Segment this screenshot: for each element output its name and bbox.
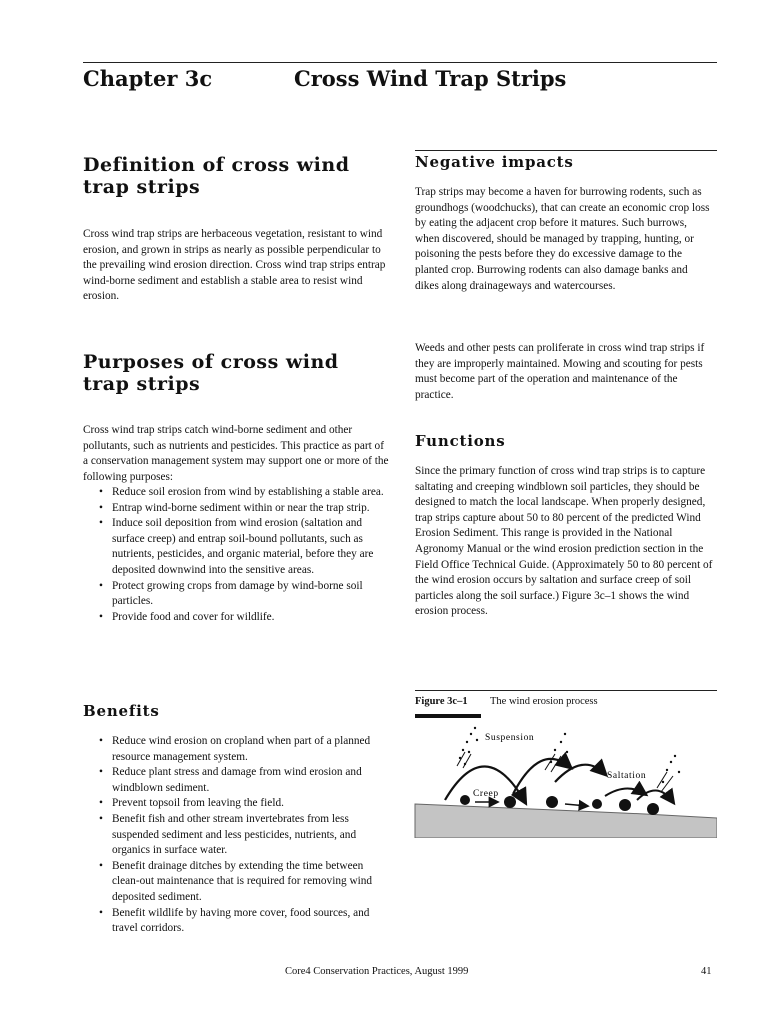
chapter-title: Cross Wind Trap Strips [294,66,567,91]
purposes-heading: Purposes of cross wind trap strips [83,351,339,395]
soil-particle [504,796,516,808]
right-column-rule [415,150,717,151]
list-item: • Prevent topsoil from leaving the field. [83,796,389,812]
soil-particle [592,799,602,809]
figure-accent-bar [415,714,481,718]
list-item: • Induce soil deposition from wind erosion (saltation and surface creep) and entrap soil-bound pollutants, such as nutrients, pesticides, and organic material, before they are deposited downwind into the sensitive areas. [83,516,389,578]
soil-particle [546,796,558,808]
page-number: 41 [701,966,712,977]
creep-label: Creep [473,789,499,799]
soil-particle [647,803,659,815]
benefits-heading: Benefits [83,702,160,720]
list-item: • Provide food and cover for wildlife. [83,610,389,626]
suspension-label: Suspension [485,733,535,743]
figure-rule [415,690,717,691]
saltation-label: Saltation [607,771,647,781]
list-item: • Benefit wildlife by having more cover, food sources, and travel corridors. [83,906,389,937]
functions-paragraph: Since the primary function of cross wind trap strips is to capture saltating and creeping windblown soil particles, they should be designed to match the local landscape. When properly designed, trap strips capture about 50 to 80 percent of the predicted Wind Erosion Sediment. This range is provided in the National Agronomy Manual or the wind erosion prediction section in the Field Office Technical Guide. (Approximately 50 to 80 percent of the wind erosion occurs by saltation and surface creep of soil particles along the soil surface.) Figure 3c–1 shows the wind erosion process. [415,465,713,618]
soil-particle [619,799,631,811]
definition-paragraph: Cross wind trap strips are herbaceous vegetation, resistant to wind erosion, and grown in strips as nearly as possible perpendicular to the prevailing wind erosion direction. Cross wind trap strips entrap wind-borne sediment and establish a stable area to resist wind erosion. [83,228,386,303]
list-item: • Reduce wind erosion on cropland when part of a planned resource management system. [83,734,389,765]
benefits-list [83,734,389,937]
soil-particle [460,795,470,805]
ground-slope [415,804,717,838]
wind-erosion-diagram [405,722,717,838]
list-item: • Entrap wind-borne sediment within or near the trap strip. [83,501,389,517]
purposes-intro: Cross wind trap strips catch wind-borne sediment and other pollutants, such as nutrients and pesticides. This practice as part of a conservation management system may support one or more of the following purposes: [83,424,389,483]
figure-caption: The wind erosion process [490,696,598,707]
definition-heading: Definition of cross wind trap strips [83,154,350,198]
purposes-list [83,485,389,625]
chapter-number: Chapter 3c [83,66,213,91]
figure-number: Figure 3c–1 [415,696,468,707]
negative-impacts-heading: Negative impacts [415,153,574,171]
functions-heading: Functions [415,432,506,450]
list-item: • Benefit fish and other stream invertebrates from less suspended sediment and less pesticides, nutrients, and organics in surface water. [83,812,389,859]
saltation-path-4 [605,788,645,796]
creep-arrow-2 [565,804,587,806]
list-item: • Benefit drainage ditches by extending the time between clean-out maintenance that is required for removing wind deposited sediment. [83,859,389,906]
list-item: • Protect growing crops from damage by wind-borne soil particles. [83,579,389,610]
saltation-path-3 [555,765,605,782]
footer-source: Core4 Conservation Practices, August 1999 [285,966,469,977]
list-item: • Reduce soil erosion from wind by establishing a stable area. [83,485,389,501]
negative-impacts-paragraph-2: Weeds and other pests can proliferate in cross wind trap strips if they are improperly maintained. Mowing and scouting for pests must become part of the operation and maintenance of the practice. [415,342,705,401]
negative-impacts-paragraph-1: Trap strips may become a haven for burrowing rodents, such as groundhogs (woodchucks), that can create an economic crop loss by eating the adjacent crop before it matures. Such burrows, when discovered, should be managed by trapping, hunting, or poisoning the pests before they do excessive damage to the planted crop. Burrowing rodents can also damage banks and dikes along drainageways and watercourses. [415,186,710,292]
top-rule [83,62,717,63]
list-item: • Reduce plant stress and damage from wind erosion and windblown sediment. [83,765,389,796]
